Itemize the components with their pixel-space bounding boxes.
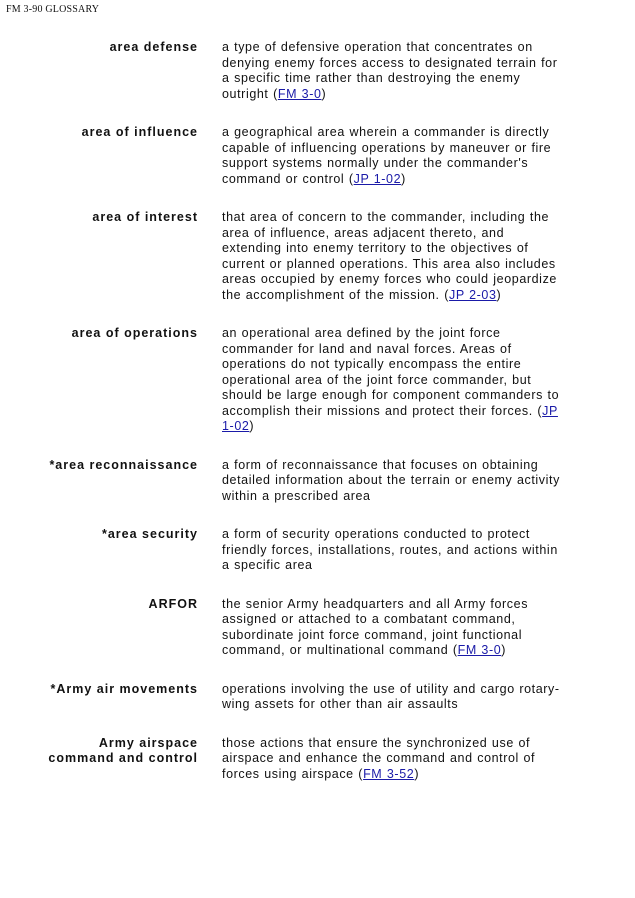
definition-text: the senior Army headquarters and all Army forces assigned or attached to a combatant command, subordinate joint force command, joint functional command, or multinational command <box>222 596 529 657</box>
glossary-definition: those actions that ensure the synchronized use of airspace and enhance the command and control of forces using airspace (FM 3-52) <box>222 735 536 781</box>
definition-text: those actions that ensure the synchronized use of airspace and enhance the command and control of forces using airspace <box>222 735 536 781</box>
reference-link[interactable]: FM 3-0 <box>457 643 502 657</box>
glossary-definition <box>222 527 567 574</box>
glossary-term: *area security <box>101 527 198 541</box>
page-header: FM 3-90 GLOSSARY <box>6 4 100 15</box>
glossary-definition: the senior Army headquarters and all Army forces assigned or attached to a combatant command, subordinate joint force command, joint functional command, or multinational command (FM 3-0) <box>222 596 529 657</box>
reference-link[interactable]: JP 1-02 <box>353 171 402 186</box>
glossary-term: Army airspace command and control <box>48 735 198 765</box>
glossary-definition: a type of defensive operation that concentrates on denying enemy forces access to designated terrain for a specific time rather than destroying the enemy outright (FM 3-0) <box>222 40 558 101</box>
glossary-entry <box>0 597 635 659</box>
glossary-list <box>0 40 635 805</box>
definition-text: that area of concern to the commander, including the area of influence, areas adjacent thereto, and extending into enemy territory to the objectives of current or planned operations. This area also includes areas occupied by enemy forces who could jeopardize the accomplishment of the mission. <box>222 210 557 302</box>
glossary-definition <box>222 458 567 505</box>
glossary-entry <box>0 682 635 713</box>
reference-link[interactable]: JP 1-02 <box>222 403 558 433</box>
glossary-entry <box>0 40 635 102</box>
glossary-term: area of influence <box>81 125 198 139</box>
glossary-term: area of interest <box>92 210 198 224</box>
definition-text: an operational area defined by the joint force commander for land and naval forces. Areas of operations do not typically encompass the entire operational area of the joint force commander, but should be large enough for component commanders to accomplish their missions and protect their forces. <box>222 326 560 418</box>
glossary-term: area of operations <box>71 326 198 340</box>
glossary-definition: a geographical area wherein a commander is directly capable of influencing operations by maneuver or fire support systems normally under the commander's command or control (JP 1-02) <box>222 125 552 186</box>
glossary-definition: an operational area defined by the joint force commander for land and naval forces. Areas of operations do not typically encompass the entire operational area of the joint force commander, but should be large enough for component commanders to accomplish their missions and protect their forces. (JP 1-02) <box>222 326 560 433</box>
glossary-term: *Army air movements <box>50 681 198 696</box>
reference-link[interactable]: JP 2-03 <box>448 287 497 302</box>
glossary-term: ARFOR <box>148 596 198 611</box>
definition-text: operations involving the use of utility and cargo rotary-wing assets for other than air assaults <box>222 681 560 711</box>
glossary-definition: that area of concern to the commander, including the area of influence, areas adjacent thereto, and extending into enemy territory to the objectives of current or planned operations. This area also includes areas occupied by enemy forces who could jeopardize the accomplishment of the mission. (JP 2-03) <box>222 210 557 302</box>
definition-text: a form of security operations conducted to protect friendly forces, installations, routes, and actions within a specific area <box>222 527 558 572</box>
glossary-entry <box>0 527 635 574</box>
reference-link[interactable]: FM 3-0 <box>277 86 322 101</box>
glossary-term: *area reconnaissance <box>49 457 198 472</box>
definition-text: a geographical area wherein a commander is directly capable of influencing operations by maneuver or fire support systems normally under the commander's command or control <box>222 125 552 186</box>
definition-text: a type of defensive operation that concentrates on denying enemy forces access to designated terrain for a specific time rather than destroying the enemy outright <box>222 40 558 101</box>
glossary-entry <box>0 736 635 783</box>
glossary-term: area defense <box>109 40 198 54</box>
glossary-entry <box>0 326 635 435</box>
glossary-definition <box>222 682 567 713</box>
definition-text: a form of reconnaissance that focuses on obtaining detailed information about the terrain or enemy activity within a prescribed area <box>222 457 560 503</box>
glossary-entry <box>0 458 635 505</box>
glossary-entry <box>0 210 635 303</box>
reference-link[interactable]: FM 3-52 <box>363 766 415 781</box>
glossary-entry <box>0 125 635 187</box>
